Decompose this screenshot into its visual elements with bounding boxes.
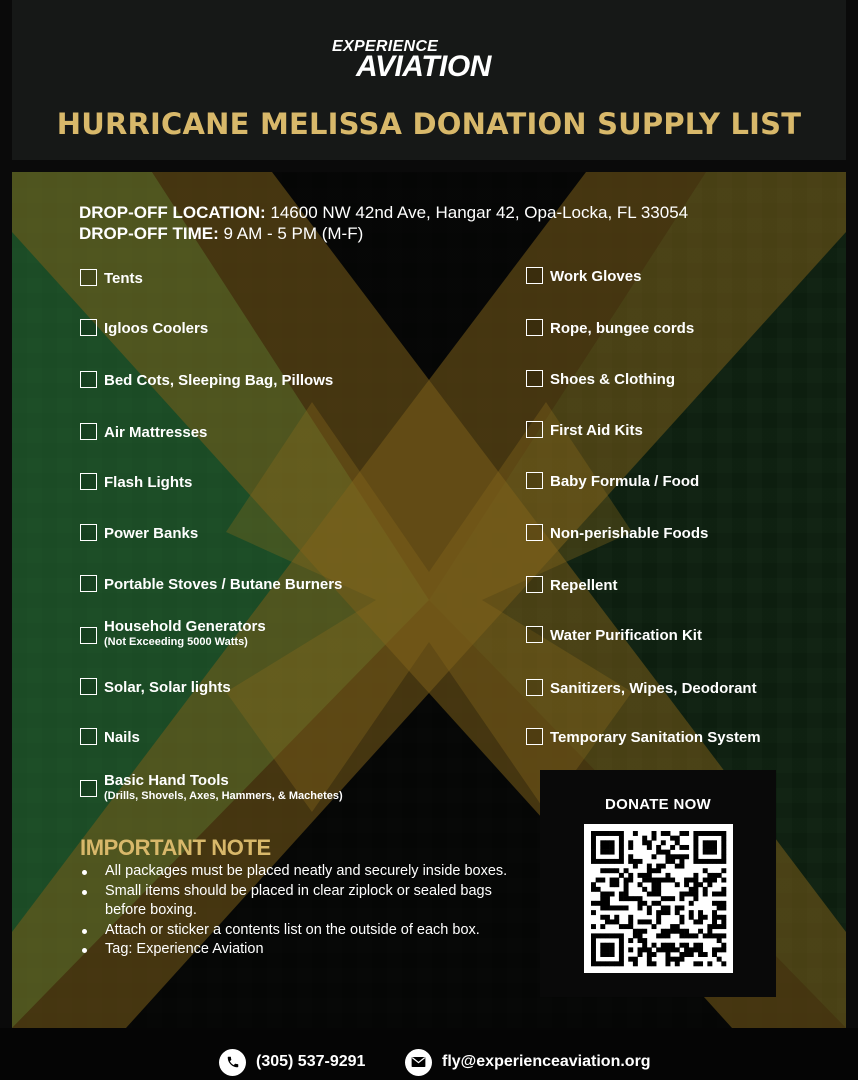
item-label: Non-perishable Foods — [550, 525, 709, 542]
checkbox[interactable] — [80, 269, 97, 286]
note-text: Small items should be placed in clear ziplock or sealed bags before boxing. — [105, 882, 492, 918]
checkbox[interactable] — [526, 524, 543, 541]
footer — [0, 1028, 858, 1080]
item-label: Igloos Coolers — [104, 320, 209, 337]
checkbox[interactable] — [526, 319, 543, 336]
qr-code-graphic — [584, 824, 733, 973]
checkbox[interactable] — [526, 267, 543, 284]
item-label: Flash Lights — [104, 474, 193, 491]
phone-icon — [219, 1049, 246, 1076]
item-label: Temporary Sanitation System — [550, 729, 761, 746]
note-text: All packages must be placed neatly and securely inside boxes. — [105, 863, 508, 879]
bullet-icon — [82, 890, 87, 895]
item-label: Power Banks — [104, 525, 199, 542]
item-label: Air Mattresses — [104, 424, 208, 441]
item-sublabel: (Drills, Shovels, Axes, Hammers, & Machetes) — [104, 790, 343, 802]
checkbox[interactable] — [80, 473, 97, 490]
dropoff-location — [79, 203, 688, 223]
item-label: Repellent — [550, 577, 618, 594]
note-item — [80, 882, 510, 921]
bullet-icon — [82, 948, 87, 953]
logo-line2: AVIATION — [356, 50, 491, 83]
bullet-icon — [82, 929, 87, 934]
item-label: Bed Cots, Sleeping Bag, Pillows — [104, 372, 334, 389]
checkbox[interactable] — [80, 371, 97, 388]
email-contact[interactable] — [405, 1047, 651, 1077]
checkbox[interactable] — [80, 728, 97, 745]
checkbox[interactable] — [526, 679, 543, 696]
checkbox[interactable] — [526, 370, 543, 387]
dropoff-time-label: DROP-OFF TIME: — [79, 224, 219, 243]
checkbox[interactable] — [526, 421, 543, 438]
checkbox[interactable] — [526, 472, 543, 489]
checkbox[interactable] — [80, 780, 97, 797]
item-label: Solar, Solar lights — [104, 679, 231, 696]
checkbox[interactable] — [80, 627, 97, 644]
checkbox[interactable] — [80, 575, 97, 592]
item-label: Tents — [104, 270, 143, 287]
mail-icon — [405, 1049, 432, 1076]
item-label: Baby Formula / Food — [550, 473, 700, 490]
item-label: Household Generators — [104, 618, 266, 635]
item-label: Rope, bungee cords — [550, 320, 695, 337]
item-label: Portable Stoves / Butane Burners — [104, 576, 343, 593]
important-note-title: IMPORTANT NOTE — [80, 835, 271, 860]
checkbox[interactable] — [526, 728, 543, 745]
note-item — [80, 940, 510, 960]
checkbox[interactable] — [526, 626, 543, 643]
dropoff-time-value: 9 AM - 5 PM (M-F) — [218, 224, 364, 243]
checkbox[interactable] — [526, 576, 543, 593]
phone-contact[interactable] — [219, 1047, 365, 1077]
item-label: First Aid Kits — [550, 422, 643, 439]
item-label: Work Gloves — [550, 268, 642, 285]
note-item — [80, 921, 510, 941]
checkbox[interactable] — [80, 319, 97, 336]
checkbox[interactable] — [80, 423, 97, 440]
item-label: Nails — [104, 729, 140, 746]
qr-code-icon[interactable] — [584, 824, 733, 973]
checkbox[interactable] — [80, 678, 97, 695]
item-sublabel: (Not Exceeding 5000 Watts) — [104, 636, 248, 648]
page-title: HURRICANE MELISSA DONATION SUPPLY LIST — [56, 107, 802, 141]
donate-title: DONATE NOW — [604, 796, 712, 813]
item-label: Sanitizers, Wipes, Deodorant — [550, 680, 757, 697]
logo-line1: EXPERIENCE — [332, 38, 439, 55]
item-label: Basic Hand Tools — [104, 772, 229, 789]
important-note-list — [80, 862, 510, 960]
email-address: fly@experienceaviation.org — [442, 1053, 651, 1070]
dropoff-location-value: 14600 NW 42nd Ave, Hangar 42, Opa-Locka, FL 33054 — [265, 203, 689, 222]
item-label: Shoes & Clothing — [550, 371, 675, 388]
dropoff-location-label: DROP-OFF LOCATION: — [79, 203, 266, 222]
checkbox[interactable] — [80, 524, 97, 541]
note-text: Attach or sticker a contents list on the outside of each box. — [105, 921, 480, 938]
note-item — [80, 862, 510, 882]
donate-panel — [540, 770, 776, 997]
dropoff-time — [79, 224, 363, 244]
item-label: Water Purification Kit — [550, 627, 702, 644]
phone-number: (305) 537-9291 — [256, 1053, 366, 1070]
bullet-icon — [82, 870, 87, 875]
note-text: Tag: Experience Aviation — [105, 941, 264, 957]
